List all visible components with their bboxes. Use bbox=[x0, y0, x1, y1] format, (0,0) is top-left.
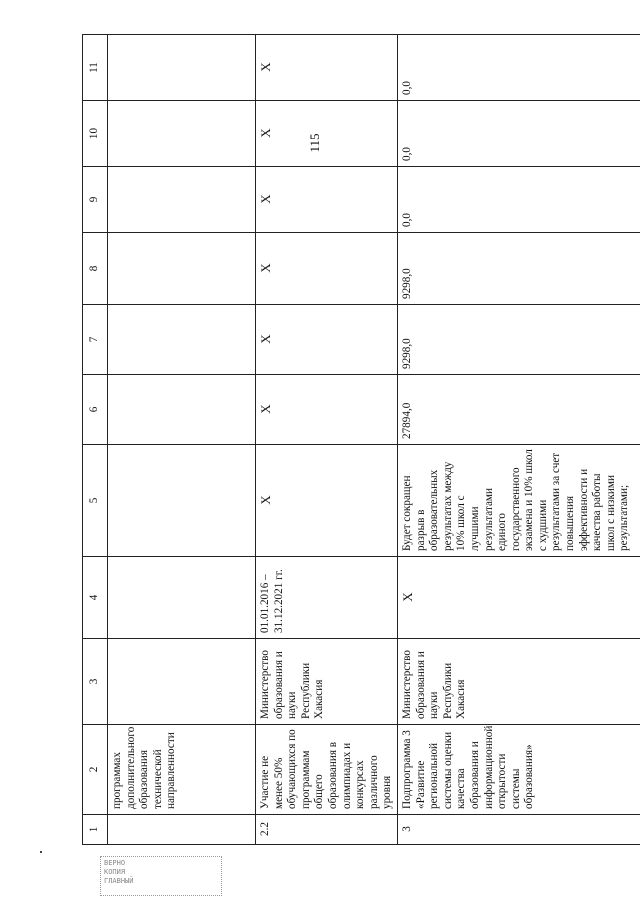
copy-stamp: ВЕРНО КОПИЯ ГЛАВНЫЙ bbox=[100, 856, 222, 896]
column-header-11: 11 bbox=[83, 35, 108, 101]
table-cell bbox=[108, 233, 256, 305]
table-row bbox=[108, 35, 256, 845]
table-cell bbox=[108, 557, 256, 639]
table-cell: X bbox=[256, 101, 398, 167]
column-header-4: 4 bbox=[83, 557, 108, 639]
table-cell: Участие не менее 50% обучающихся по программам общего образования в олимпиадах и конкурсах различного уровня bbox=[256, 725, 398, 815]
table-cell: 27894,0 bbox=[397, 375, 640, 445]
table-row bbox=[256, 35, 398, 845]
table-cell: 2.2 bbox=[256, 815, 398, 845]
header-row bbox=[83, 35, 108, 845]
table-cell: программах дополнительного образования технической направленности bbox=[108, 725, 256, 815]
table-body bbox=[108, 35, 640, 845]
column-header-9: 9 bbox=[83, 167, 108, 233]
table-cell bbox=[108, 101, 256, 167]
table-cell: Подпрограмма 3 «Развитие региональной системы оценки качества образования и информационной открытости системы образования» bbox=[397, 725, 640, 815]
program-table bbox=[82, 34, 640, 845]
column-header-5: 5 bbox=[83, 445, 108, 557]
table-cell: Министерство образования и науки Республики Хакасия bbox=[256, 639, 398, 725]
margin-mark bbox=[40, 851, 42, 853]
column-header-7: 7 bbox=[83, 305, 108, 375]
table-cell: X bbox=[256, 233, 398, 305]
table-cell: X bbox=[256, 35, 398, 101]
page-number-text: 115 bbox=[307, 133, 322, 153]
table-cell bbox=[108, 35, 256, 101]
table-cell: 01.01.2016 – 31.12.2021 гг. bbox=[256, 557, 398, 639]
table-row bbox=[397, 35, 640, 845]
column-header-1: 1 bbox=[83, 815, 108, 845]
table-cell: Министерство образования и науки Республики Хакасия bbox=[397, 639, 640, 725]
table-cell: X bbox=[397, 557, 640, 639]
table-cell: X bbox=[256, 445, 398, 557]
table-cell bbox=[108, 815, 256, 845]
column-header-10: 10 bbox=[83, 101, 108, 167]
table-cell: X bbox=[256, 167, 398, 233]
table-container bbox=[82, 35, 631, 845]
column-header-2: 2 bbox=[83, 725, 108, 815]
column-header-8: 8 bbox=[83, 233, 108, 305]
table-cell: X bbox=[256, 375, 398, 445]
table-cell: Будет сокращен разрыв в образовательных результатах между 10% школ с лучшими результатами единого государственного экзамена и 10% школ с худшими результатами за счет повышения эффективности и качества работы школ с низкими результатами; bbox=[397, 445, 640, 557]
table-cell bbox=[108, 445, 256, 557]
table-cell: X bbox=[256, 305, 398, 375]
table-cell: 3 bbox=[397, 815, 640, 845]
table-cell: 9298,0 bbox=[397, 305, 640, 375]
column-header-6: 6 bbox=[83, 375, 108, 445]
table-cell: 0,0 bbox=[397, 167, 640, 233]
table-cell bbox=[108, 639, 256, 725]
table-cell bbox=[108, 375, 256, 445]
table-cell bbox=[108, 305, 256, 375]
column-header-3: 3 bbox=[83, 639, 108, 725]
table-cell bbox=[108, 167, 256, 233]
table-cell: 0,0 bbox=[397, 35, 640, 101]
table-cell: 0,0 bbox=[397, 101, 640, 167]
table-cell: 9298,0 bbox=[397, 233, 640, 305]
